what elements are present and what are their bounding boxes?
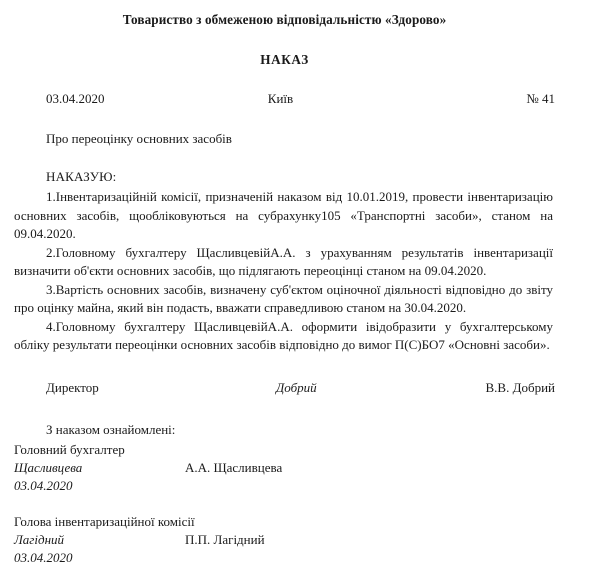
document-city: Київ xyxy=(267,91,294,106)
document-meta-row xyxy=(14,90,555,108)
acknowledgement-date: 03.04.2020 xyxy=(14,477,73,493)
acknowledgement-role-label: Голова інвентаризаційної комісії xyxy=(14,513,195,529)
acknowledgement-intro: З наказом ознайомлені: xyxy=(46,421,176,437)
document-subject: Про переоцінку основних засобів xyxy=(46,131,232,146)
order-clause-4: 4.Головному бухгалтеру ЩасливцевійА.А. оформити івідобразити у бухгалтерському обліку результати переоцінки основних засобів відповідно до вимог П(С)БО7 «Основні засоби». xyxy=(14,318,553,352)
acknowledgement-printed-name: П.П. Лагідний xyxy=(185,531,265,547)
document-number: № 41 xyxy=(526,91,555,106)
document-date: 03.04.2020 xyxy=(46,91,105,106)
acknowledgement-entry xyxy=(14,441,555,495)
acknowledgement-printed-name: А.А. Щасливцева xyxy=(185,459,283,475)
acknowledgement-signature-row xyxy=(14,531,555,549)
director-printed-name: В.В. Добрий xyxy=(485,379,555,395)
acknowledgement-entry xyxy=(14,513,555,567)
acknowledgement-signature-row xyxy=(14,459,555,477)
director-signature: Добрий xyxy=(276,379,317,395)
acknowledgement-signature: Щасливцева xyxy=(14,459,83,475)
acknowledgement-role-label: Головний бухгалтер xyxy=(14,441,125,457)
director-signature-row xyxy=(14,379,555,397)
document-type-heading: НАКАЗ xyxy=(260,52,309,67)
order-clause-2: 2.Головному бухгалтеру ЩасливцевійА.А. з урахуванням результатів інвентаризації визначити об'єкти основних засобів, що підлягають переоцінці станом на 09.04.2020. xyxy=(14,244,553,278)
acknowledgement-date: 03.04.2020 xyxy=(14,549,73,565)
order-clause-3: 3.Вартість основних засобів, визначену суб'єктом оціночної діяльності відповідно до звіту про оцінку майна, який він подасть, вважати справедливою станом на 30.04.2020. xyxy=(14,281,553,315)
acknowledgement-signature: Лагідний xyxy=(14,531,65,547)
organization-title: Товариство з обмеженою відповідальністю «Здорово» xyxy=(122,12,447,27)
director-role-label: Директор xyxy=(46,379,99,395)
order-clause-1: 1.Інвентаризаційній комісії, призначеній наказом від 10.01.2019, провести інвентаризацію основних засобів, щообліковуються на субрахунку105 «Транспортні засоби», станом на 09.04.2020. xyxy=(14,189,553,241)
order-keyword: НАКАЗУЮ: xyxy=(46,169,117,184)
